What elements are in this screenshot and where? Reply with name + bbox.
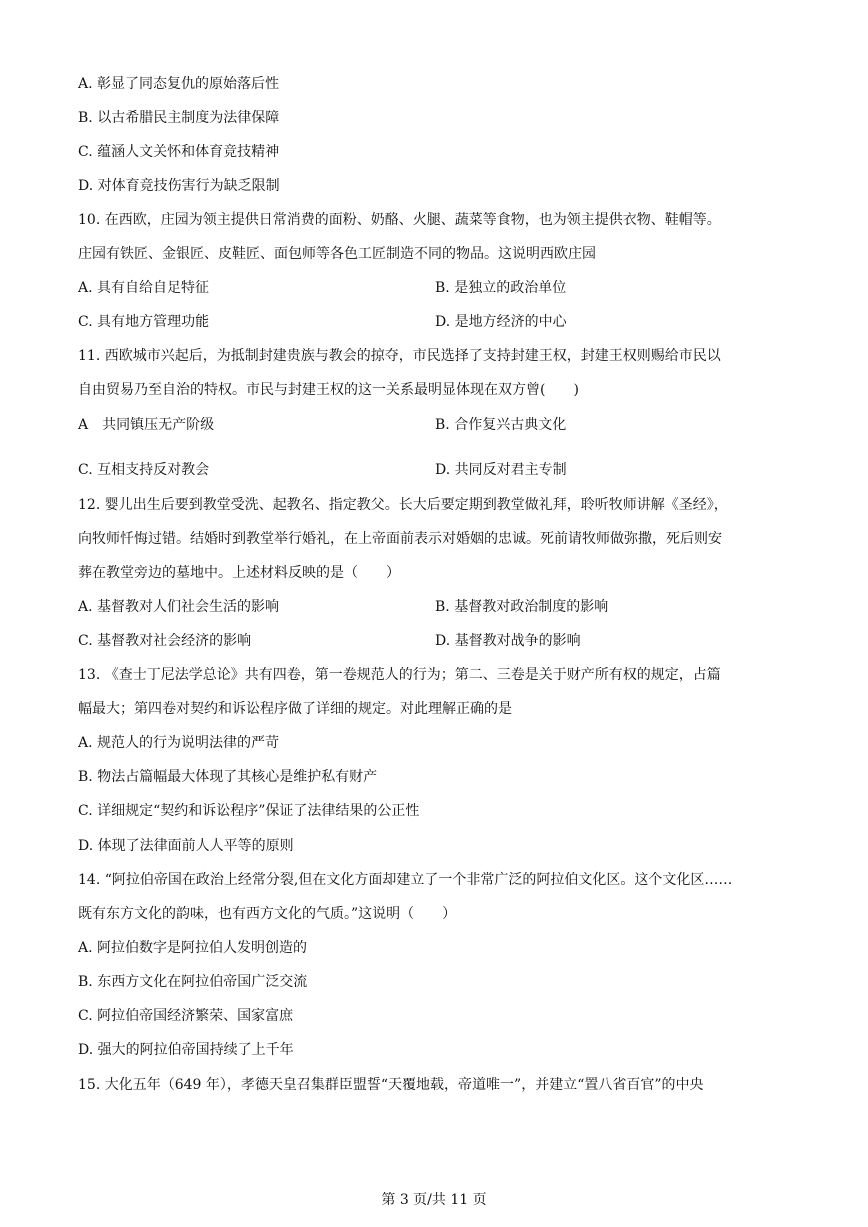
q12-stem-line-2: 向牧师忏悔过错。结婚时到教堂举行婚礼，在上帝面前表示对婚姻的忠诚。死前请牧师做弥撒，死后则安 — [78, 531, 722, 547]
q11-option-c: C. 互相支持反对教会 — [78, 462, 210, 478]
q14-option-b: B. 东西方文化在阿拉伯帝国广泛交流 — [78, 974, 308, 990]
q9-option-a: A. 彰显了同态复仇的原始落后性 — [78, 76, 280, 92]
q14-option-d: D. 强大的阿拉伯帝国持续了上千年 — [78, 1042, 294, 1058]
q11-stem-line-1: 11. 西欧城市兴起后，为抵制封建贵族与教会的掠夺，市民选择了支持封建王权，封建王权则赐给市民以 — [78, 348, 721, 364]
q12-stem-line-3: 葬在教堂旁边的墓地中。上述材料反映的是（ ） — [78, 565, 400, 581]
q14-stem-line-2: 既有东方文化的韵味，也有西方文化的气质。”这说明（ ） — [78, 906, 457, 922]
q11-stem-line-2: 自由贸易乃至自治的特权。市民与封建王权的这一关系最明显体现在双方曾( ) — [78, 382, 579, 398]
q11-option-b: B. 合作复兴古典文化 — [435, 417, 567, 433]
q11-option-d: D. 共同反对君主专制 — [435, 462, 567, 478]
q10-option-a: A. 具有自给自足特征 — [78, 280, 210, 296]
q13-option-b: B. 物法占篇幅最大体现了其核心是维护私有财产 — [78, 769, 378, 785]
q12-option-d: D. 基督教对战争的影响 — [435, 633, 581, 649]
q13-stem-line-2: 幅最大；第四卷对契约和诉讼程序做了详细的规定。对此理解正确的是 — [78, 701, 512, 717]
page-footer: 第 3 页/共 11 页 — [381, 1192, 487, 1208]
q12-option-b: B. 基督教对政治制度的影响 — [435, 599, 609, 615]
q13-option-a: A. 规范人的行为说明法律的严苛 — [78, 735, 280, 751]
q12-option-a: A. 基督教对人们社会生活的影响 — [78, 599, 280, 615]
q10-option-d: D. 是地方经济的中心 — [435, 314, 567, 330]
q13-stem-line-1: 13. 《查士丁尼法学总论》共有四卷，第一卷规范人的行为；第二、三卷是关于财产所有权的规定，占篇 — [78, 667, 721, 683]
q13-option-d: D. 体现了法律面前人人平等的原则 — [78, 838, 294, 854]
q14-option-a: A. 阿拉伯数字是阿拉伯人发明创造的 — [78, 940, 308, 956]
q9-option-c: C. 蕴涵人文关怀和体育竞技精神 — [78, 144, 280, 160]
q10-stem-line-1: 10. 在西欧，庄园为领主提供日常消费的面粉、奶酪、火腿、蔬菜等食物，也为领主提供衣物、鞋帽等。 — [78, 212, 721, 228]
q12-option-c: C. 基督教对社会经济的影响 — [78, 633, 252, 649]
q9-option-d: D. 对体育竞技伤害行为缺乏限制 — [78, 178, 280, 194]
q14-stem-line-1: 14. “阿拉伯帝国在政治上经常分裂,但在文化方面却建立了一个非常广泛的阿拉伯文化区。这个文化区…… — [78, 872, 733, 888]
q10-stem-line-2: 庄园有铁匠、金银匠、皮鞋匠、面包师等各色工匠制造不同的物品。这说明西欧庄园 — [78, 246, 596, 262]
q12-stem-line-1: 12. 婴儿出生后要到教堂受洗、起教名、指定教父。长大后要定期到教堂做礼拜，聆听牧师讲解《圣经》， — [78, 497, 728, 513]
q9-option-b: B. 以古希腊民主制度为法律保障 — [78, 110, 280, 126]
q14-option-c: C. 阿拉伯帝国经济繁荣、国家富庶 — [78, 1008, 294, 1024]
q11-option-a: A 共同镇压无产阶级 — [78, 417, 215, 433]
q10-option-b: B. 是独立的政治单位 — [435, 280, 567, 296]
q15-stem-line-1: 15. 大化五年（649 年），孝德天皇召集群臣盟誓“天覆地载，帝道唯一”，并建立“置八省百官”的中央 — [78, 1077, 704, 1093]
q13-option-c: C. 详细规定“契约和诉讼程序”保证了法律结果的公正性 — [78, 803, 420, 819]
q10-option-c: C. 具有地方管理功能 — [78, 314, 210, 330]
